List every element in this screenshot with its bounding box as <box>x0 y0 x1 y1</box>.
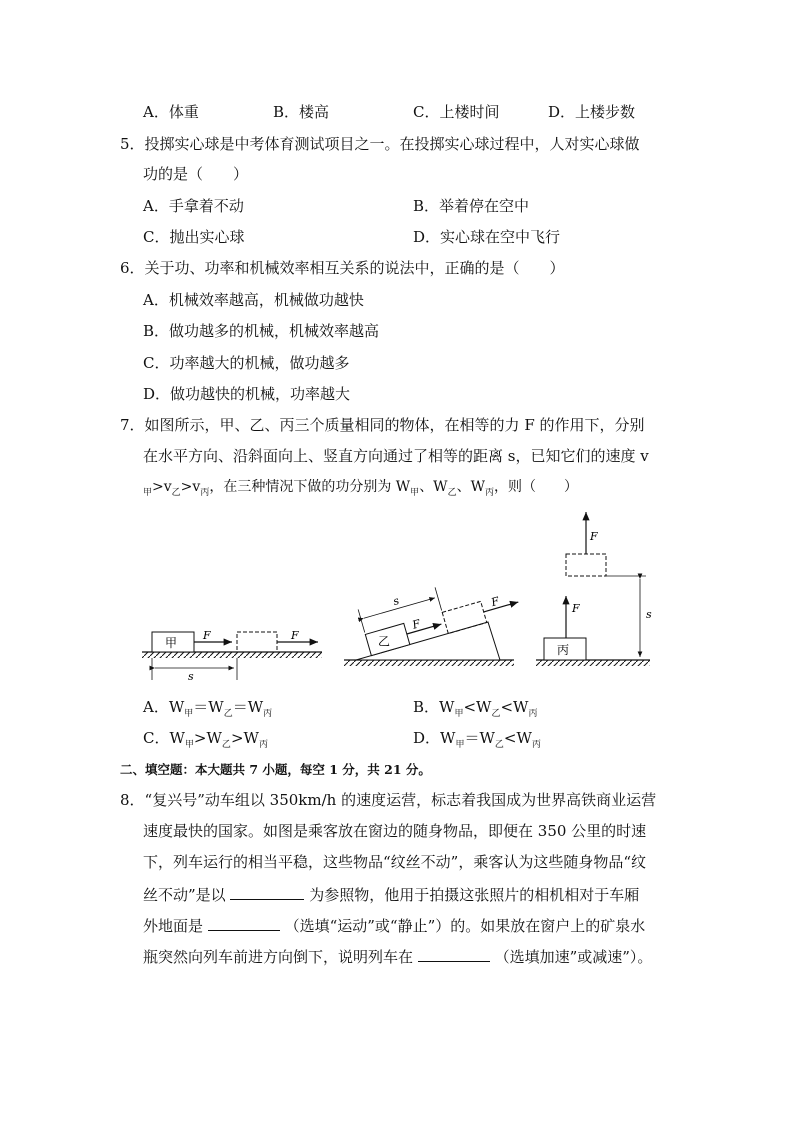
q4-option-a: A．体重 <box>143 103 199 121</box>
answer-blank-1[interactable] <box>230 883 304 900</box>
q8-line4: 丝不动”是以 为参照物，他用于拍摄这张照片的相机相对于车厢 <box>143 883 639 905</box>
label-s-jia: s <box>188 670 194 683</box>
q4-option-b: B．楼高 <box>273 103 330 121</box>
q8-line6: 瓶突然向列车前进方向倒下，说明列车在 （选填加速”或减速”）。 <box>143 945 652 967</box>
figure-jia <box>142 629 322 683</box>
label-jia: 甲 <box>165 636 178 650</box>
q7-option-a: A．$W_甲=W_乙=W_丙$ <box>143 698 273 719</box>
q8-line1: 8．“复兴号”动车组以 350km/h 的速度运营，标志着我国成为世界高铁商业运营 <box>120 791 657 809</box>
q8-line3: 下，列车运行的相当平稳，这些物品“纹丝不动”，乘客认为这些随身物品“纹 <box>143 853 647 871</box>
q5-option-c: C．抛出实心球 <box>143 228 245 246</box>
q6-option-c: C．功率越大的机械，做功越多 <box>143 354 350 372</box>
label-yi: 乙 <box>378 634 391 649</box>
figure-bing <box>536 512 652 666</box>
label-bing: 丙 <box>557 643 570 657</box>
section-heading: 二、填空题：本大题共 7 小题，每空 1 分，共 21 分。 <box>120 762 431 777</box>
answer-blank-2[interactable] <box>208 914 280 931</box>
q5-option-a: A．手拿着不动 <box>143 197 244 215</box>
q7-option-c: C．$W_甲>W_乙>W_丙$ <box>143 729 268 750</box>
q6-stem: 6．关于功、功率和机械效率相互关系的说法中，正确的是（ ） <box>120 259 565 277</box>
q7-figure <box>0 500 794 690</box>
q8-line5: 外地面是 （选填“运动”或“静止”）的。如果放在窗户上的矿泉水 <box>143 914 645 936</box>
label-force-jia: F <box>203 629 211 642</box>
label-force-bing: F <box>572 602 580 615</box>
label-s-yi: s <box>391 594 401 609</box>
q7-option-d: D．$W_甲=W_乙<W_丙$ <box>413 729 541 750</box>
q6-option-d: D．做功越快的机械，功率越大 <box>143 385 351 403</box>
label-s-bing: s <box>646 608 652 621</box>
answer-blank-3[interactable] <box>418 945 490 962</box>
label-force-bing2: F <box>590 530 598 543</box>
q7-stem-line3: $_甲>v_乙>v_丙$，在三种情况下做的功分别为 $W_甲$、$W_乙$、$W_丙$，则（ ） <box>143 479 578 498</box>
q4-option-d: D．上楼步数 <box>548 103 636 121</box>
figure-yi <box>344 563 521 666</box>
q5-option-d: D．实心球在空中飞行 <box>413 228 561 246</box>
q8-line2: 速度最快的国家。如图是乘客放在窗边的随身物品，即便在 350 公里的时速 <box>143 822 647 840</box>
q5-option-b: B．举着停在空中 <box>413 197 530 215</box>
label-force-yi: F <box>410 617 422 632</box>
q7-option-b: B．$W_甲<W_乙<W_丙$ <box>413 698 538 719</box>
q5-stem-line1: 5．投掷实心球是中考体育测试项目之一。在投掷实心球过程中，人对实心球做 <box>120 135 640 153</box>
q7-stem-line2: 在水平方向、沿斜面向上、竖直方向通过了相等的距离 s，已知它们的速度 v <box>143 447 649 465</box>
label-force-jia2: F <box>291 629 299 642</box>
q6-option-a: A．机械效率越高，机械做功越快 <box>143 291 364 309</box>
q6-option-b: B．做功越多的机械，机械效率越高 <box>143 322 380 340</box>
q4-option-c: C．上楼时间 <box>413 103 500 121</box>
q7-stem-line1: 7．如图所示，甲、乙、丙三个质量相同的物体，在相等的力 F 的作用下，分别 <box>120 416 645 434</box>
q5-stem-line2: 功的是（ ） <box>143 165 249 183</box>
label-force-yi2: F <box>489 594 501 610</box>
